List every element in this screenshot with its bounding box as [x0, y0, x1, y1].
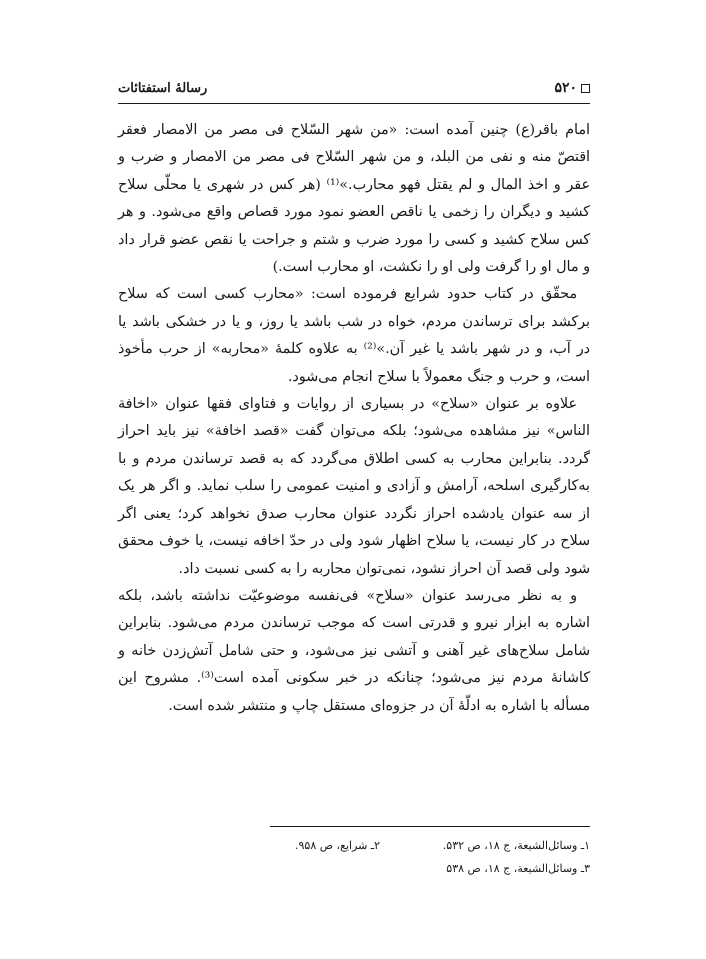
paragraph-line: نفی من البلد، و من شهر السّلاح فی مصر من الامصار و ضرب و عقر و اخذ المال و [118, 149, 591, 193]
paragraph-2 [118, 281, 590, 391]
paragraph-line: محارب به کسی اطلاق می‌گردد که به قصد ترساندن مردم و با به‌کارگیری اسلحه، [118, 450, 590, 495]
footnote-row [118, 834, 590, 857]
paragraph-line: شهر باشد یا غیر آن.»⁽²⁾ به علاوه کلمۀ «محاربه» از حرب مأخوذ است، و حرب و [118, 341, 590, 385]
square-outline-icon [581, 84, 590, 93]
footnote-3: ۳ـ وسائل‌الشیعة، ج ۱۸، ص ۵۳۸ [446, 862, 590, 875]
footnote-divider [270, 826, 590, 827]
paragraph-line: مورد ضرب و شتم و جراحت یا نقص عضو قرار داد و مال او را گرفت ولی او را [118, 231, 590, 276]
paragraph-line: علاوه بر عنوان «سلاح» در بسیاری از روایات و فتاوای فقها عنوان «اخافة الناس» [118, 396, 590, 440]
paragraph-line: نشود، نمی‌توان محاربه را به کسی نسبت داد. [178, 560, 446, 577]
paragraph-line: سلاح اظهار شود ولی در حدّ اخافه نیست، یا خوف محقق شود ولی قصد آن احراز [118, 533, 590, 577]
footnote-1: ۱ـ وسائل‌الشیعة، ج ۱۸، ص ۵۳۲. [442, 839, 590, 852]
paragraph-4 [118, 583, 590, 720]
paragraph-3 [118, 391, 590, 583]
paragraph-line: جزوه‌ای مستقل چاپ و منتشر شده است. [168, 697, 417, 714]
page-number-group [554, 80, 590, 96]
paragraph-line: غیر آهنی و آتشی نیز می‌شود، و حتی شامل آتش‌زدن خانه و کاشانۀ مردم نیز می‌شود؛ [118, 642, 591, 687]
paragraph-line: امام باقر(ع) چنین آمده است: «من شهر السّلاح فی مصر من الامصار فعقر اقتصّ منه و [118, 122, 590, 166]
paragraph-line: برای ترساندن مردم، خواه در شب باشد یا روز، و یا در خشکی باشد یا در آب، و در [118, 313, 590, 358]
paragraph-1 [118, 117, 590, 281]
footnotes [118, 834, 590, 880]
paragraph-line: محقّق در کتاب حدود شرایع فرموده است: «محارب کسی است که سلاح برکشد [118, 286, 590, 330]
paragraph-line: و به نظر می‌رسد عنوان «سلاح» فی‌نفسه موضوعیّت نداشته باشد، بلکه اشاره به [118, 587, 590, 632]
footnote-2: ۲ـ شرایع، ص ۹۵۸. [295, 839, 380, 852]
paragraph-line: چنانکه در خبر سکونی آمده است⁽³⁾. مشروح این مسأله با اشاره به ادلّۀ آن در [118, 670, 590, 714]
page-number: ۵۲۰ [554, 80, 577, 96]
paragraph-line: احراز نگردد عنوان محارب صدق نخواهد کرد؛ یعنی اگر سلاح در کار نیست، یا [118, 505, 590, 550]
body-text [118, 117, 590, 720]
paragraph-line: ابزار نیرو و قدرتی است که موجب ترساندن مردم می‌شود. بنابراین شامل سلاح‌های [118, 615, 590, 659]
running-title: رسالۀ استفتائات [118, 81, 208, 96]
paragraph-line: لم یقتل فهو محارب.»⁽¹⁾ (هر کس در شهری یا محلّی سلاح کشید و دیگران را زخمی [118, 176, 590, 221]
header-divider [118, 103, 590, 104]
paragraph-line: آرامش و آزادی و امنیت عمومی را سلب نماید. و اگر هر یک از سه عنوان یادشده [118, 478, 590, 522]
paragraph-line: نکشت، او محارب است.) [272, 259, 423, 276]
paragraph-line: یا ناقص العضو نمود مورد قصاص واقع می‌شود. و هر کس سلاح کشید و کسی را [118, 204, 591, 248]
paragraph-line: نیز مشاهده می‌شود؛ بلکه می‌توان گفت «قصد اخافة» نیز باید احراز گردد. بنابراین [118, 423, 591, 467]
page-header [118, 80, 590, 102]
paragraph-line: جنگ معمولاً با سلاح انجام می‌شود. [287, 368, 494, 385]
